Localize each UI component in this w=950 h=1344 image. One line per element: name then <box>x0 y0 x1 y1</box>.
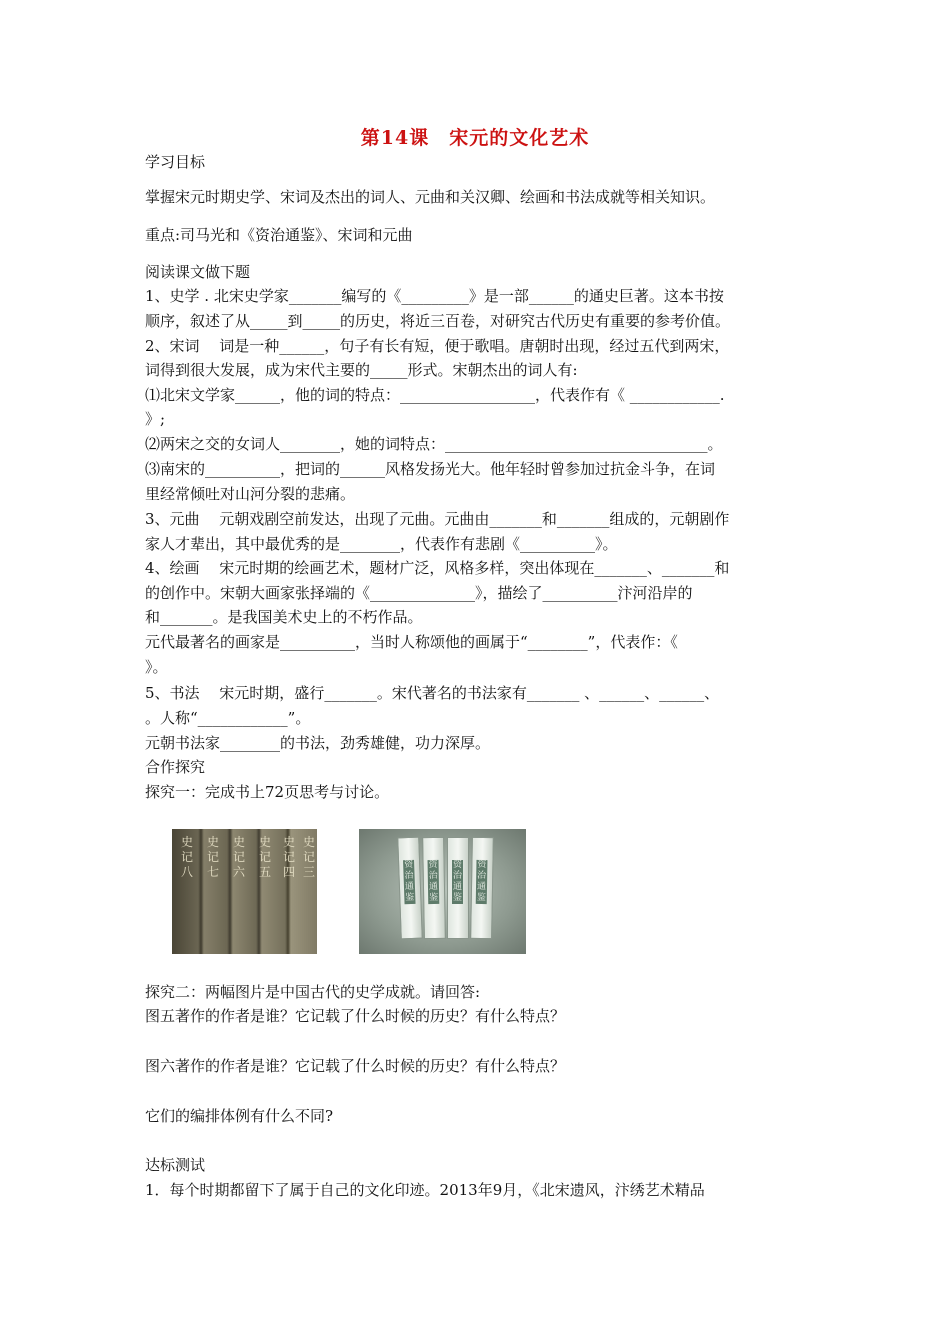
book-title: 资 治 通 鉴 <box>404 859 415 904</box>
text-line: 图五著作的作者是谁？它记载了什么时候的历史？有什么特点？ <box>145 1007 566 1025</box>
book-spine: 史 记 五 <box>258 835 271 879</box>
section-heading: 达标测试 <box>145 1156 206 1174</box>
text-line: ⑴北宋文学家______，他的词的特点：__________________，代表作有《 ____________. <box>145 386 725 404</box>
book-title: 资 治 通 鉴 <box>428 859 439 904</box>
book-spine: 史 记 八 <box>180 835 193 879</box>
text-line: 词得到很大发展，成为宋代主要的_____形式。宋朝杰出的词人有: <box>145 361 578 379</box>
text-line: 》。 <box>145 658 168 676</box>
text-line: ⑶南宋的__________，把词的______风格发扬光大。他年轻时曾参加过抗金斗争，在词 <box>145 460 716 478</box>
page-title: 第14课 宋元的文化艺术 <box>360 127 590 149</box>
text-line: 家人才辈出，其中最优秀的是________，代表作有悲剧《__________》。 <box>145 535 618 553</box>
book-cover <box>397 837 423 940</box>
text-line: 2、宋词 词是一种______，句子有长有短，便于歌唱。唐朝时出现，经过五代到两宋， <box>145 337 730 355</box>
text-line: 元朝书法家________的书法，劲秀雄健，功力深厚。 <box>145 734 491 752</box>
book-spine: 史 记 七 <box>206 835 219 879</box>
text-line: 它们的编排体例有什么不同? <box>145 1107 334 1125</box>
text-line: 图六著作的作者是谁？它记载了什么时候的历史？有什么特点？ <box>145 1057 566 1075</box>
text-line: 和_______。是我国美术史上的不朽作品。 <box>145 608 423 626</box>
section-heading: 阅读课文做下题 <box>145 263 251 281</box>
zizhi-tongjian-photo <box>359 829 526 954</box>
text-line: 。人称“____________”。 <box>145 709 311 727</box>
book-spine: 史 记 四 <box>282 835 295 879</box>
text-line: 掌握宋元时期史学、宋词及杰出的词人、元曲和关汉卿、绘画和书法成就等相关知识。 <box>145 188 716 206</box>
section-heading: 合作探究 <box>145 758 206 776</box>
text-line: 重点:司马光和《资治通鉴》、宋词和元曲 <box>145 226 413 244</box>
text-line: 顺序，叙述了从_____到_____的历史，将近三百卷，对研究古代历史有重要的参考价值。 <box>145 312 731 330</box>
book-spine: 史 记 三 <box>302 835 315 879</box>
text-line: 》; <box>145 410 166 428</box>
text-line: 元代最著名的画家是__________，当时人称颂他的画属于“________”，代表作：《 <box>145 633 678 651</box>
shiji-books-photo <box>172 829 317 954</box>
book-title: 资 治 通 鉴 <box>452 860 462 903</box>
text-line: 1．每个时期都留下了属于自己的文化印迹。2013年9月，《北宋遗风，汴绣艺术精品 <box>145 1181 705 1199</box>
text-line: 4、绘画 宋元时期的绘画艺术，题材广泛，风格多样，突出体现在_______、_______和 <box>145 559 730 577</box>
text-line: ⑵两宋之交的女词人________，她的词特点：___________________________________。 <box>145 435 723 453</box>
text-line: 5、书法 宋元时期，盛行_______。宋代著名的书法家有_______ 、______、______、 <box>145 684 720 702</box>
text-line: 3、元曲 元朝戏剧空前发达，出现了元曲。元曲由_______和_______组成的，元朝剧作 <box>145 510 730 528</box>
text-line: 1、史学 . 北宋史学家_______编写的《_________》是一部______的通史巨著。这本书按 <box>145 287 724 305</box>
text-line: 里经常倾吐对山河分裂的悲痛。 <box>145 485 356 503</box>
book-cover <box>447 837 469 939</box>
book-cover <box>470 837 494 939</box>
text-line: 的创作中。宋朝大画家张择端的《______________》，描绘了__________汴河沿岸的 <box>145 584 693 602</box>
book-cover <box>422 837 446 939</box>
book-spine: 史 记 六 <box>232 835 245 879</box>
text-line: 探究一：完成书上72页思考与讨论。 <box>145 783 390 801</box>
book-title: 资 治 通 鉴 <box>476 859 487 904</box>
text-line: 探究二：两幅图片是中国古代的史学成就。请回答: <box>145 983 481 1001</box>
section-heading: 学习目标 <box>145 153 206 171</box>
